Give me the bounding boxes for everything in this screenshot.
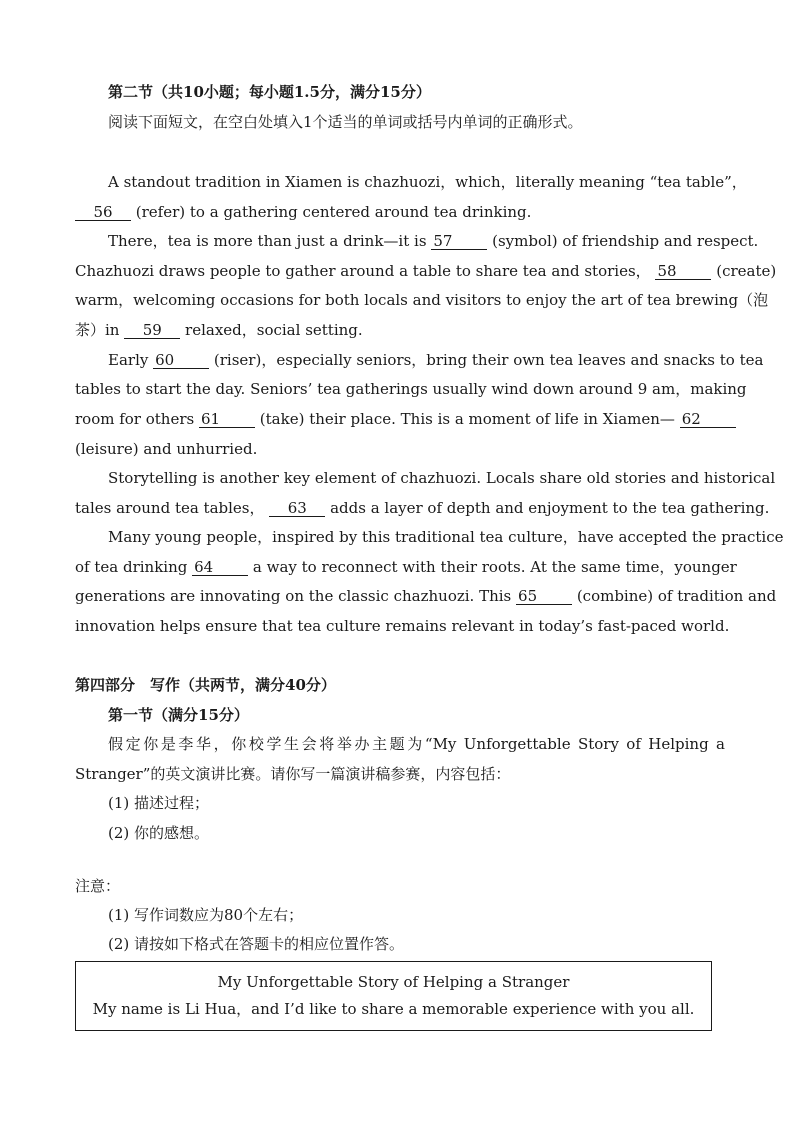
passage-line bbox=[108, 231, 759, 251]
answer-blank-64[interactable]: 64 bbox=[192, 559, 248, 576]
part4-title: 第四部分 写作（共两节，满分40分） bbox=[75, 676, 336, 694]
answer-blank-59[interactable]: 59 bbox=[124, 322, 180, 339]
passage-text: generations are innovating on the classic chazhuozi. This bbox=[75, 587, 512, 605]
passage-text: of tea drinking bbox=[75, 558, 188, 576]
passage-line bbox=[75, 320, 363, 340]
passage-text: (symbol) of friendship and respect. bbox=[492, 232, 759, 250]
passage-text: Early bbox=[108, 351, 149, 369]
passage-line: tables to start the day. Seniors’ tea gatherings usually wind down around 9 am，making bbox=[75, 380, 747, 398]
passage-text: (take) their place. This is a moment of life in Xiamen— bbox=[259, 410, 675, 428]
passage-line bbox=[75, 586, 777, 606]
passage-line bbox=[75, 498, 769, 518]
passage-text: relaxed，social setting. bbox=[185, 321, 363, 339]
note-item: (1) 写作词数应为80个左右； bbox=[108, 906, 304, 924]
passage-text: (refer) to a gathering centered around tea drinking. bbox=[135, 203, 532, 221]
answer-blank-57[interactable]: 57 bbox=[431, 233, 487, 250]
answer-blank-61[interactable]: 61 bbox=[199, 411, 255, 428]
box-title: My Unforgettable Story of Helping a Stranger bbox=[217, 973, 570, 991]
section2-title: 第二节（共10小题；每小题1.5分，满分15分） bbox=[108, 83, 431, 101]
passage-text: (combine) of tradition and bbox=[576, 587, 777, 605]
answer-blank-56[interactable]: 56 bbox=[75, 204, 131, 221]
passage-line: A standout tradition in Xiamen is chazhuozi，which，literally meaning “tea table”， bbox=[108, 173, 747, 191]
writing-prompt: 假定你是李华，你校学生会将举办主题为“My Unforgettable Story of Helping a bbox=[108, 735, 725, 753]
answer-blank-60[interactable]: 60 bbox=[153, 352, 209, 369]
passage-text: There，tea is more than just a drink—it is bbox=[108, 232, 427, 250]
passage-line bbox=[75, 261, 777, 281]
passage-line: (leisure) and unhurried. bbox=[75, 440, 258, 458]
passage-line bbox=[75, 202, 531, 222]
passage-text: room for others bbox=[75, 410, 195, 428]
passage-line: warm，welcoming occasions for both locals and visitors to enjoy the art of tea brewing（泡 bbox=[75, 291, 769, 309]
section2-instruction: 阅读下面短文，在空白处填入1个适当的单词或括号内单词的正确形式。 bbox=[108, 113, 583, 131]
passage-text: tales around tea tables， bbox=[75, 499, 265, 517]
prompt-item: (2) 你的感想。 bbox=[108, 824, 210, 842]
passage-line bbox=[75, 557, 737, 577]
prompt-item: (1) 描述过程； bbox=[108, 794, 210, 812]
passage-text: 茶）in bbox=[75, 321, 120, 339]
note-title: 注意： bbox=[75, 877, 121, 895]
passage-text: adds a layer of depth and enjoyment to the tea gathering. bbox=[330, 499, 770, 517]
answer-format-box bbox=[75, 961, 712, 1031]
passage-line: innovation helps ensure that tea culture remains relevant in today’s fast-paced world. bbox=[75, 617, 730, 635]
passage-line bbox=[108, 350, 764, 370]
passage-line: Many young people，inspired by this traditional tea culture，have accepted the practice bbox=[108, 528, 784, 546]
passage-text: (riser)，especially seniors，bring their own tea leaves and snacks to tea bbox=[213, 351, 764, 369]
answer-blank-65[interactable]: 65 bbox=[516, 588, 572, 605]
note-item: (2) 请按如下格式在答题卡的相应位置作答。 bbox=[108, 935, 405, 953]
passage-text: (create) bbox=[716, 262, 777, 280]
answer-blank-58[interactable]: 58 bbox=[655, 263, 711, 280]
passage-text: Chazhuozi draws people to gather around a table to share tea and stories， bbox=[75, 262, 651, 280]
box-opening-line: My name is Li Hua，and I’d like to share a memorable experience with you all. bbox=[92, 1000, 695, 1018]
passage-text: a way to reconnect with their roots. At the same time，younger bbox=[252, 558, 737, 576]
passage-line: Storytelling is another key element of chazhuozi. Locals share old stories and historical bbox=[108, 469, 776, 487]
answer-blank-62[interactable]: 62 bbox=[680, 411, 736, 428]
passage-line bbox=[75, 409, 725, 429]
answer-blank-63[interactable]: 63 bbox=[269, 500, 325, 517]
section1-title: 第一节（满分15分） bbox=[108, 706, 249, 724]
writing-prompt: Stranger”的英文演讲比赛。请你写一篇演讲稿参赛，内容包括： bbox=[75, 765, 511, 783]
